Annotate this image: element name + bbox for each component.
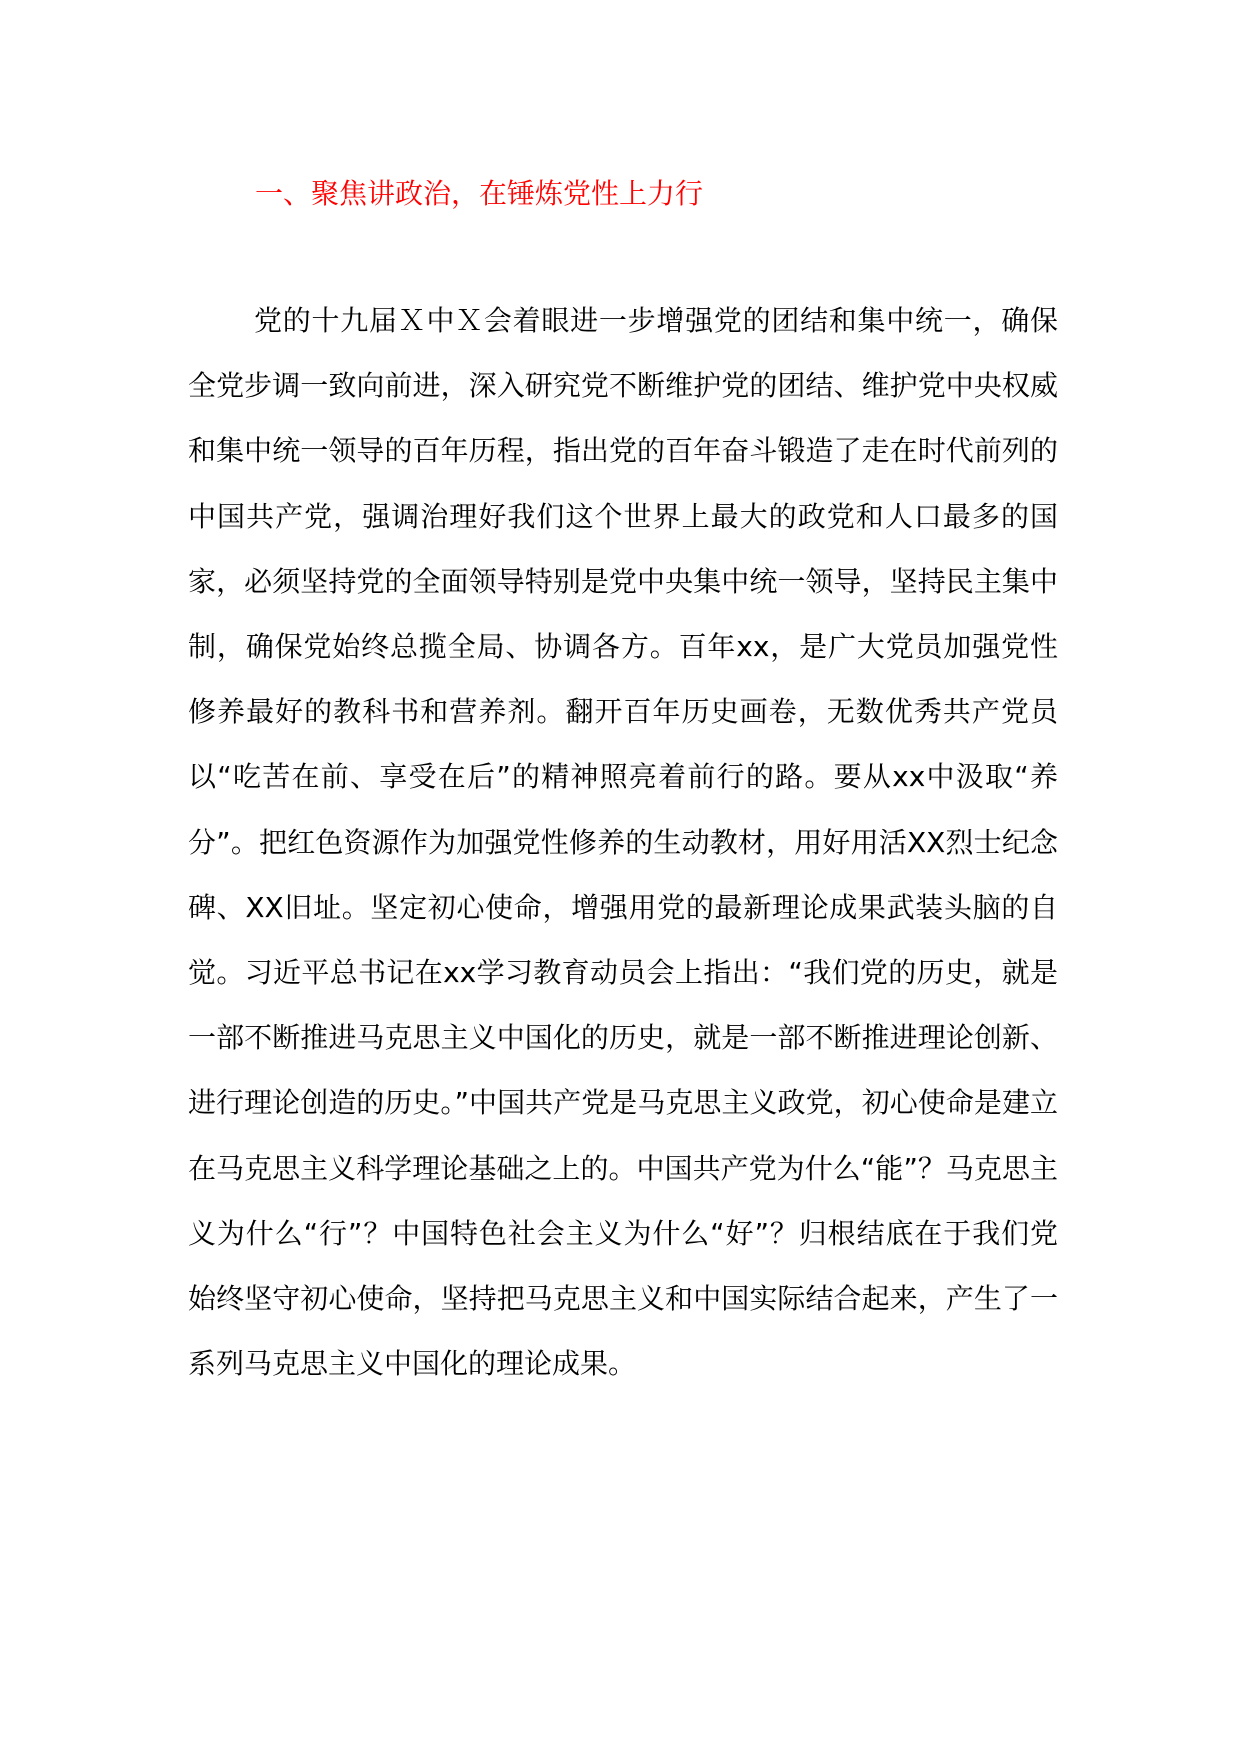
section-heading: 一、聚焦讲政治，在锤炼党性上力行 bbox=[255, 177, 704, 210]
body-paragraph: 党的十九届Ｘ中Ｘ会着眼进一步增强党的团结和集中统一，确保全党步调一致向前进，深入研究党不断维护党的团结、维护党中央权威和集中统一领导的百年历程，指出党的百年奋斗锻造了走在时代前列的中国共产党，强调治理好我们这个世界上最大的政党和人口最多的国家，必须坚持党的全面领导特别是党中央集中统一领导，坚持民主集中制，确保党始终总揽全局、协调各方。百年xx，是广大党员加强党性修养最好的教科书和营养剂。翻开百年历史画卷，无数优秀共产党员以“吃苦在前、享受在后”的精神照亮着前行的路。要从xx中汲取“养分”。把红色资源作为加强党性修养的生动教材，用好用活XX烈士纪念碑、XX旧址。坚定初心使命，增强用党的最新理论成果武装头脑的自觉。习近平总书记在xx学习教育动员会上指出：“我们党的历史，就是一部不断推进马克思主义中国化的历史，就是一部不断推进理论创新、进行理论创造的历史。”中国共产党是马克思主义政党，初心使命是建立在马克思主义科学理论基础之上的。中国共产党为什么“能”？马克思主义为什么“行”？中国特色社会主义为什么“好”？归根结底在于我们党始终坚守初心使命，坚持把马克思主义和中国实际结合起来，产生了一系列马克思主义中国化的理论成果。 bbox=[188, 304, 1058, 1381]
